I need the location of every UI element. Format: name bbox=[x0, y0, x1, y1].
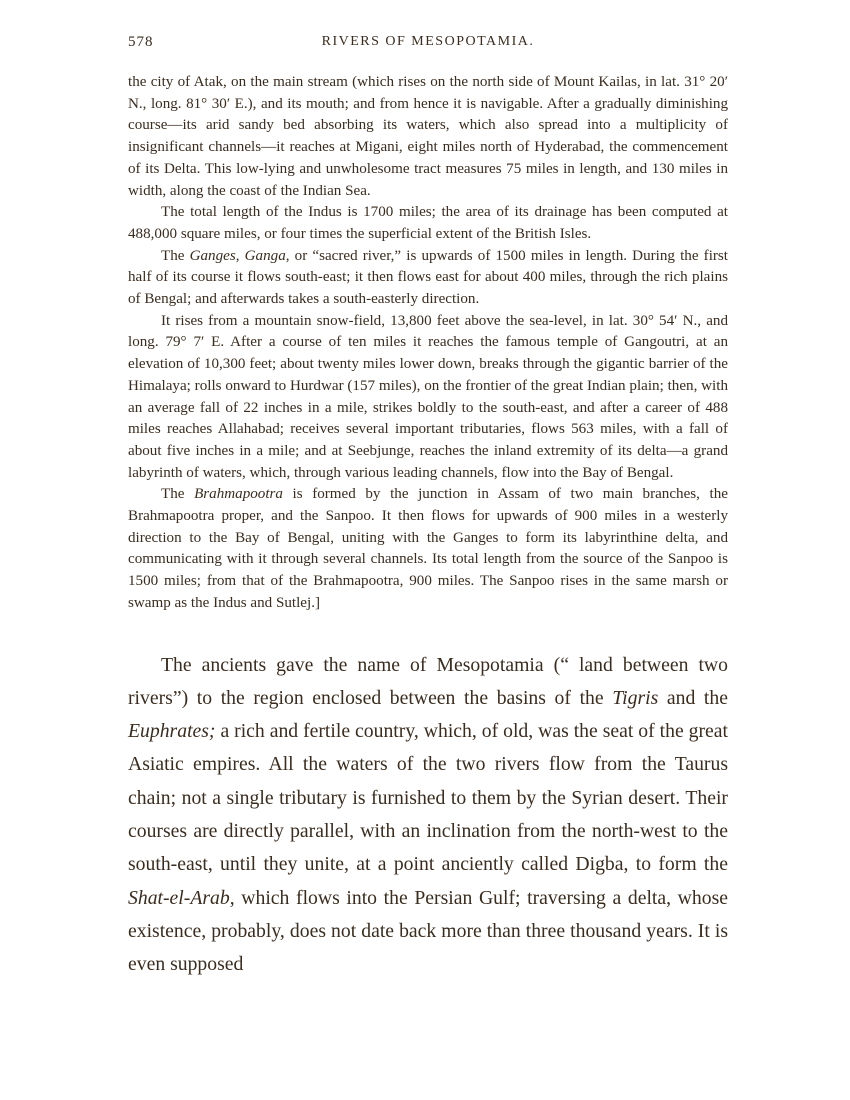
text-run: , or “sacred river,” is upwards of 1500 miles in length. During the first half of its course it flows south-east; it then flows east for about 400 miles, through the rich plains of Bengal; and afterwards takes a south-easterly direction. bbox=[128, 247, 728, 308]
text-run: and the bbox=[658, 686, 728, 709]
running-head: RIVERS OF MESOPOTAMIA. bbox=[321, 34, 535, 49]
text-run: , bbox=[235, 247, 245, 264]
text-run: , which flows into the Persian Gulf; traversing a delta, whose existence, probably, does not date back more than three thousand years. It is even supposed bbox=[128, 886, 728, 976]
text-run: The bbox=[161, 486, 195, 503]
text-run: is formed by the junction in Assam of two main branches, the Brahmapootra proper, and the Sanpoo. It then flows for upwards of 900 miles in a westerly direction to the Bay of Bengal, uniting with the Ganges to form its labyrinthine delta, and communicating with it through several channels. Its total length from the source of the Sanpoo is 1500 miles; from that of the Brahmapootra, 900 miles. The Sanpoo rises in the same marsh or swamp as the Indus and Sutlej.] bbox=[128, 486, 728, 611]
main-text-block bbox=[128, 649, 728, 982]
italic-ganga: Ganga bbox=[244, 247, 286, 264]
text-run: a rich and fertile country, which, of old, was the seat of the great Asiatic empires. All the waters of the two rivers flow from the Taurus chain; not a single tributary is furnished to them by the Syrian desert. Their courses are directly parallel, with an inclination from the north-west to the south-east, until they unite, at a point anciently called Digba, to form the bbox=[128, 720, 728, 876]
italic-ganges: Ganges bbox=[189, 247, 236, 264]
note-block bbox=[128, 72, 728, 615]
book-page bbox=[128, 30, 728, 982]
note-paragraph-indus-length: The total length of the Indus is 1700 miles; the area of its drainage has been computed at 488,000 square miles, or four times the superficial extent of the British Isles. bbox=[128, 204, 728, 242]
page-number: 578 bbox=[128, 34, 154, 50]
italic-tigris: Tigris bbox=[612, 686, 659, 709]
note-paragraph-ganges-source: It rises from a mountain snow-field, 13,800 feet above the sea-level, in lat. 30° 54′ N., and long. 79° 7′ E. After a course of ten miles it reaches the famous temple of Gangoutri, at an elevation of 10,300 feet; about twenty miles lower down, breaks through the gigantic barrier of the Himalaya; rolls onward to Hurdwar (157 miles), on the frontier of the great Indian plain; then, with an average fall of 22 inches in a mile, strikes boldly to the south-east, and after a career of 488 miles reaches Allahabad; receives several important tributaries, flows 563 miles, with a fall of about five inches in a mile; and at Seebjunge, reaches the inland extremity of its delta—a grand labyrinth of waters, which, through various leading channels, flow into the Bay of Bengal. bbox=[128, 312, 728, 481]
italic-brahmapootra: Brahmapootra bbox=[194, 486, 283, 503]
page-header bbox=[128, 30, 728, 52]
italic-shat-el-arab: Shat-el-Arab bbox=[128, 886, 230, 909]
note-paragraph-indus-course: the city of Atak, on the main stream (which rises on the north side of Mount Kailas, in lat. 31° 20′ N., long. 81° 30′ E.), and its mouth; and from hence it is navigable. After a gradually diminishing course—its arid sandy bed absorbing its waters, which also spread into a multiplicity of insignificant channels—it reaches at Migani, eight miles north of Hyderabad, the commencement of its Delta. This low-lying and unwholesome tract measures 75 miles in length, and 130 miles in width, along the coast of the Indian Sea. bbox=[128, 74, 728, 199]
text-run: The bbox=[161, 247, 190, 264]
note-paragraph-brahmapootra bbox=[128, 484, 728, 614]
main-paragraph-mesopotamia bbox=[128, 649, 728, 982]
italic-euphrates: Euphrates; bbox=[128, 720, 216, 743]
note-paragraph-ganges bbox=[128, 246, 728, 311]
text-run: The ancients gave the name of Mesopotamia (“ land between two rivers”) to the region enclosed between the basins of the bbox=[128, 653, 728, 709]
